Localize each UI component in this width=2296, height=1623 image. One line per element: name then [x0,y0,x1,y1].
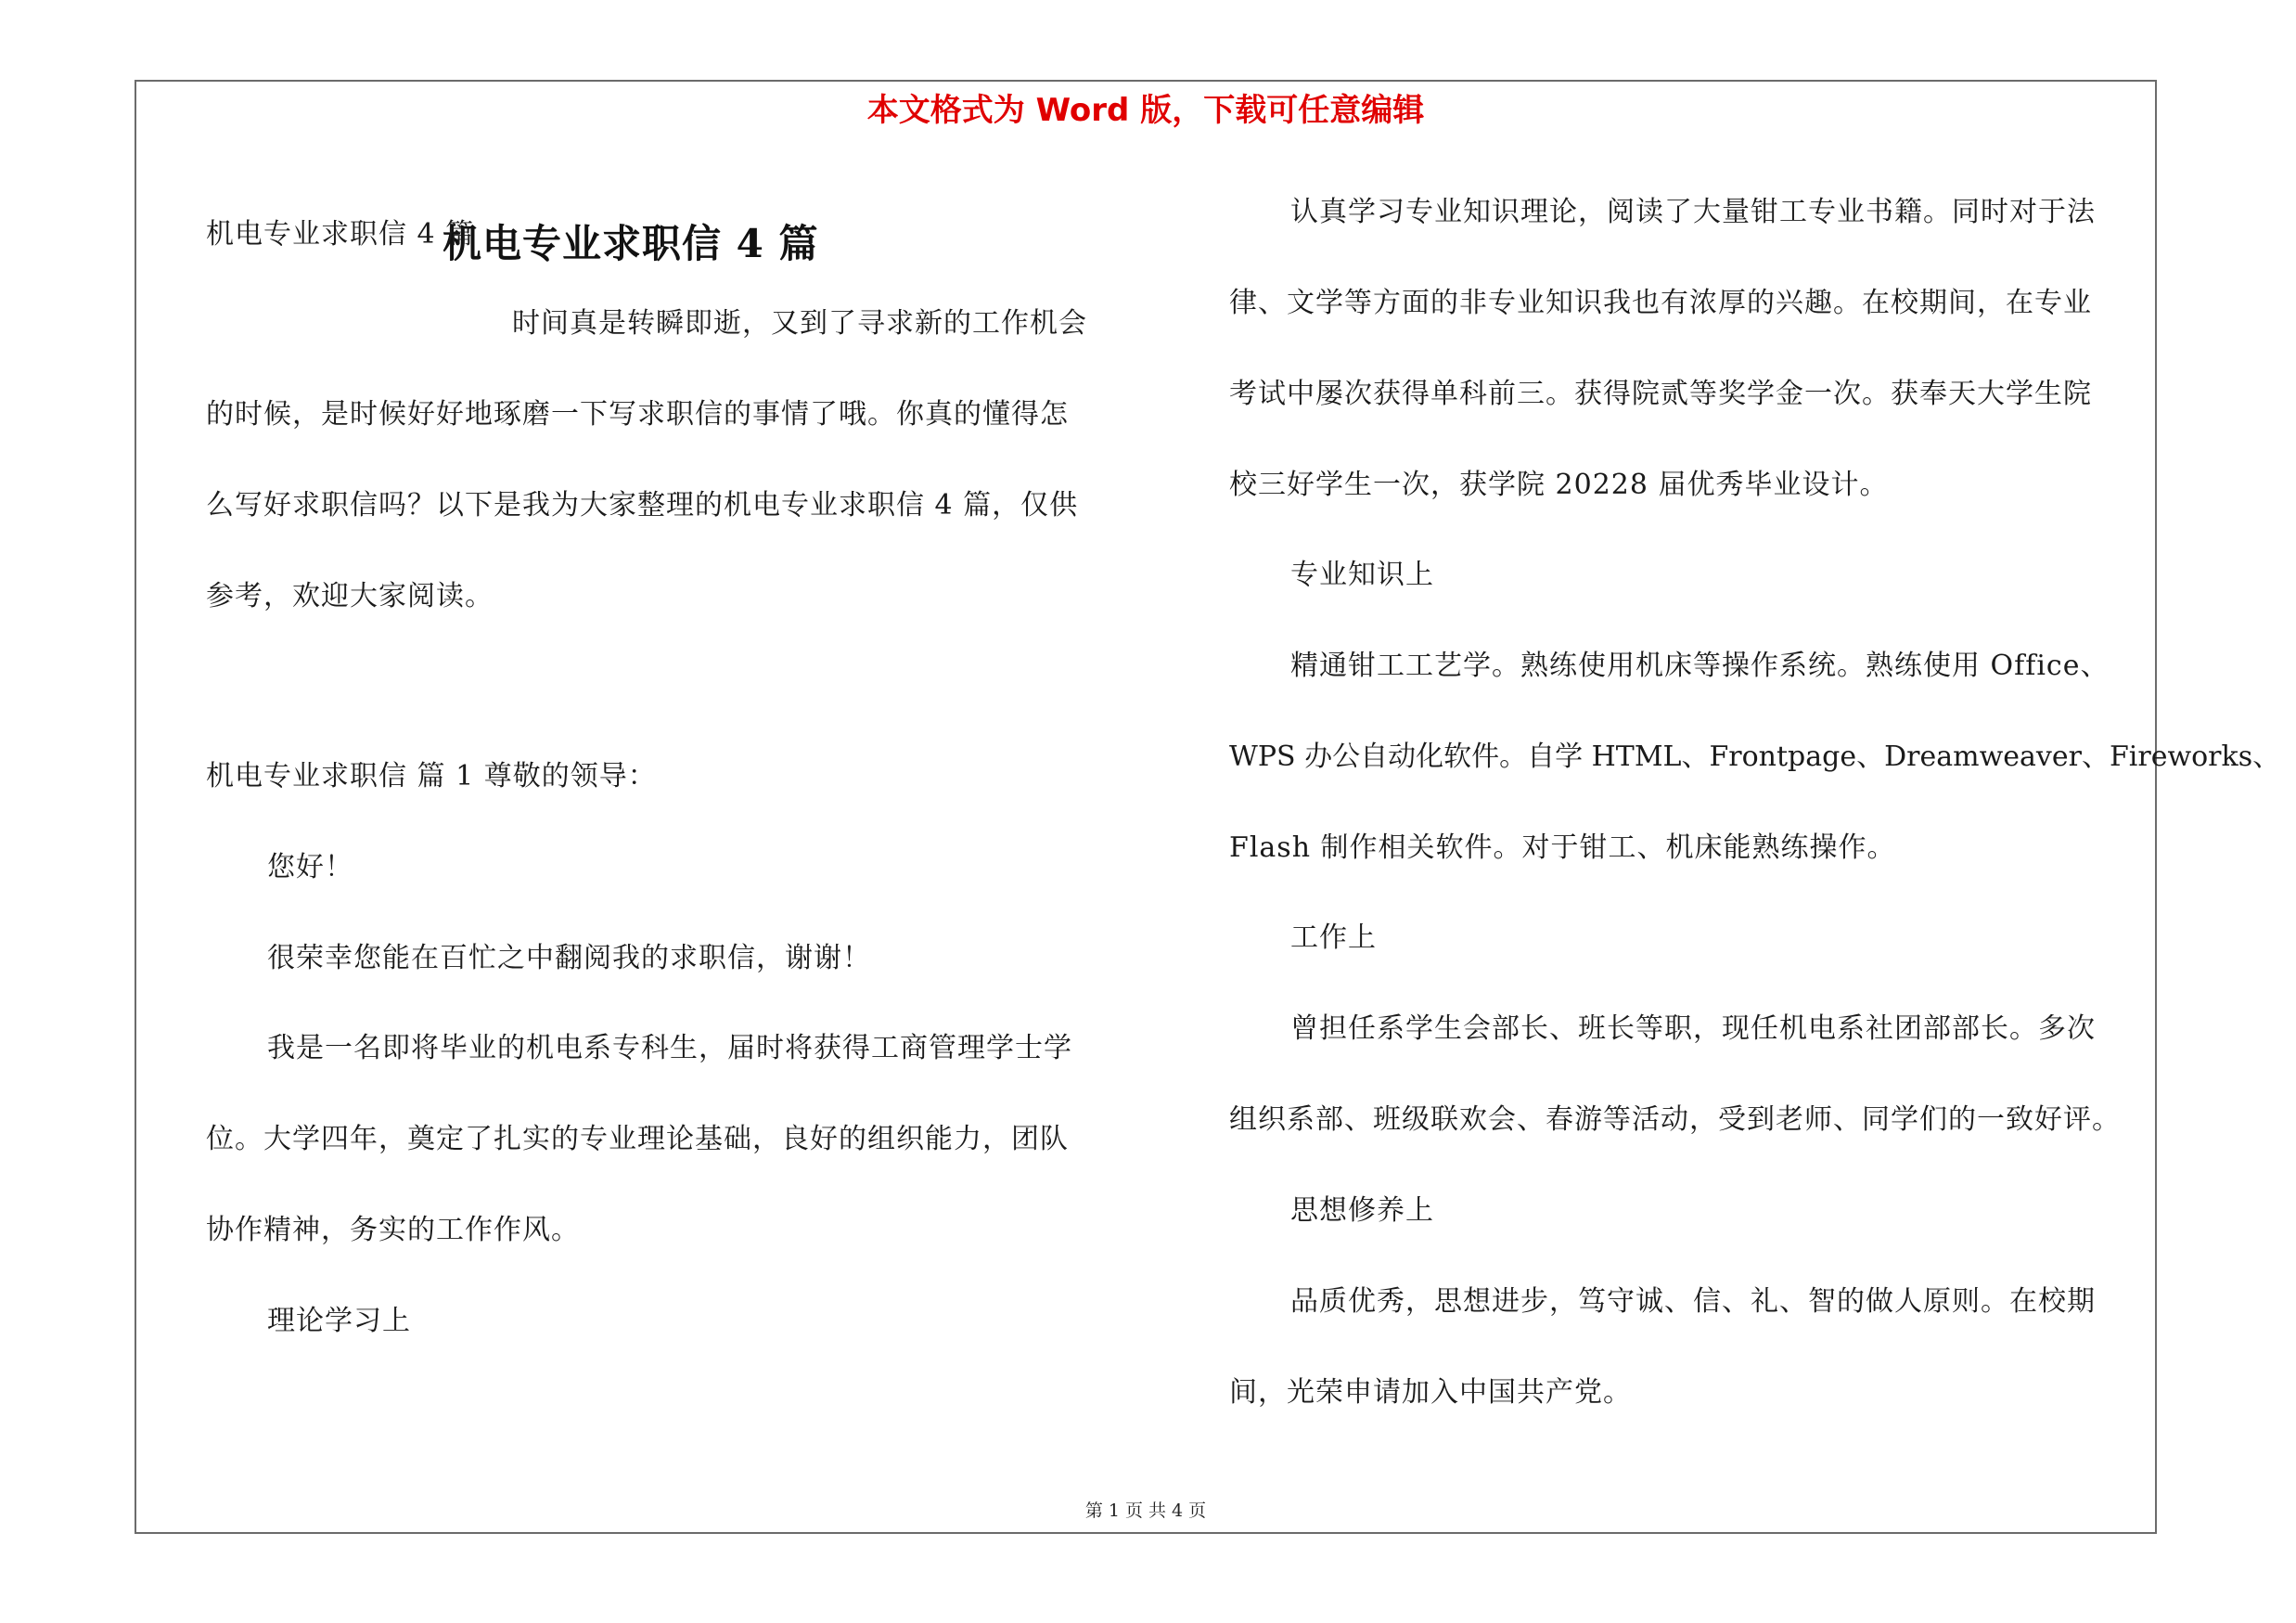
paragraph-line: 校三好学生一次，获学院 20228 届优秀毕业设计。 [1229,469,1889,501]
paragraph-line: 间，光荣申请加入中国共产党。 [1229,1376,1632,1409]
page-number-footer: 第 1 页 共 4 页 [1084,1501,1207,1521]
paragraph-line: 么写好求职信吗？以下是我为大家整理的机电专业求职信 4 篇，仅供 [206,489,1079,522]
paragraph-line: 协作精神，务实的工作作风。 [206,1214,580,1246]
paragraph-line: 我是一名即将毕业的机电系专科生，届时将获得工商管理学士学 [267,1032,1072,1064]
paragraph-line: Flash 制作相关软件。对于钳工、机床能熟练操作。 [1229,831,1896,864]
paragraph-line: 曾担任系学生会部长、班长等职，现任机电系社团部部长。多次 [1290,1012,2096,1045]
paragraph-line: 精通钳工工艺学。熟练使用机床等操作系统。熟练使用 Office、 [1290,650,2110,682]
document-title: 机电专业求职信 4 篇 [443,221,819,266]
subsection-heading: 理论学习上 [267,1305,411,1337]
word-format-banner: 本文格式为 Word 版，下载可任意编辑 [866,92,1425,129]
paragraph-line: 机电专业求职信 4 篇 [206,218,475,251]
subsection-heading: 工作上 [1290,921,1377,954]
paragraph-line: 的时候，是时候好好地琢磨一下写求职信的事情了哦。你真的懂得怎 [206,398,1069,431]
paragraph-line: WPS 办公自动化软件。自学 HTML、Frontpage、Dreamweaver、Fireworks、 [1229,741,2281,773]
paragraph-line: 考试中屡次获得单科前三。获得院贰等奖学金一次。获奉天大学生院 [1229,378,2092,410]
paragraph-line: 品质优秀，思想进步，笃守诚、信、礼、智的做人原则。在校期 [1290,1285,2096,1318]
document-page [135,80,2281,1534]
section-heading: 机电专业求职信 篇 1 尊敬的领导： [206,760,657,792]
paragraph-line: 组织系部、班级联欢会、春游等活动，受到老师、同学们的一致好评。 [1229,1103,2121,1136]
paragraph-line: 认真学习专业知识理论，阅读了大量钳工专业书籍。同时对于法 [1290,196,2096,228]
paragraph-line: 您好！ [267,851,353,883]
paragraph-line: 很荣幸您能在百忙之中翻阅我的求职信，谢谢！ [267,942,871,974]
paragraph-line: 位。大学四年，奠定了扎实的专业理论基础，良好的组织能力，团队 [206,1123,1069,1155]
paragraph-line: 时间真是转瞬即逝，又到了寻求新的工作机会 [512,307,1087,340]
paragraph-line: 律、文学等方面的非专业知识我也有浓厚的兴趣。在校期间，在专业 [1229,287,2092,319]
subsection-heading: 专业知识上 [1290,559,1434,591]
paragraph-line: 参考，欢迎大家阅读。 [206,580,494,612]
subsection-heading: 思想修养上 [1290,1194,1434,1227]
